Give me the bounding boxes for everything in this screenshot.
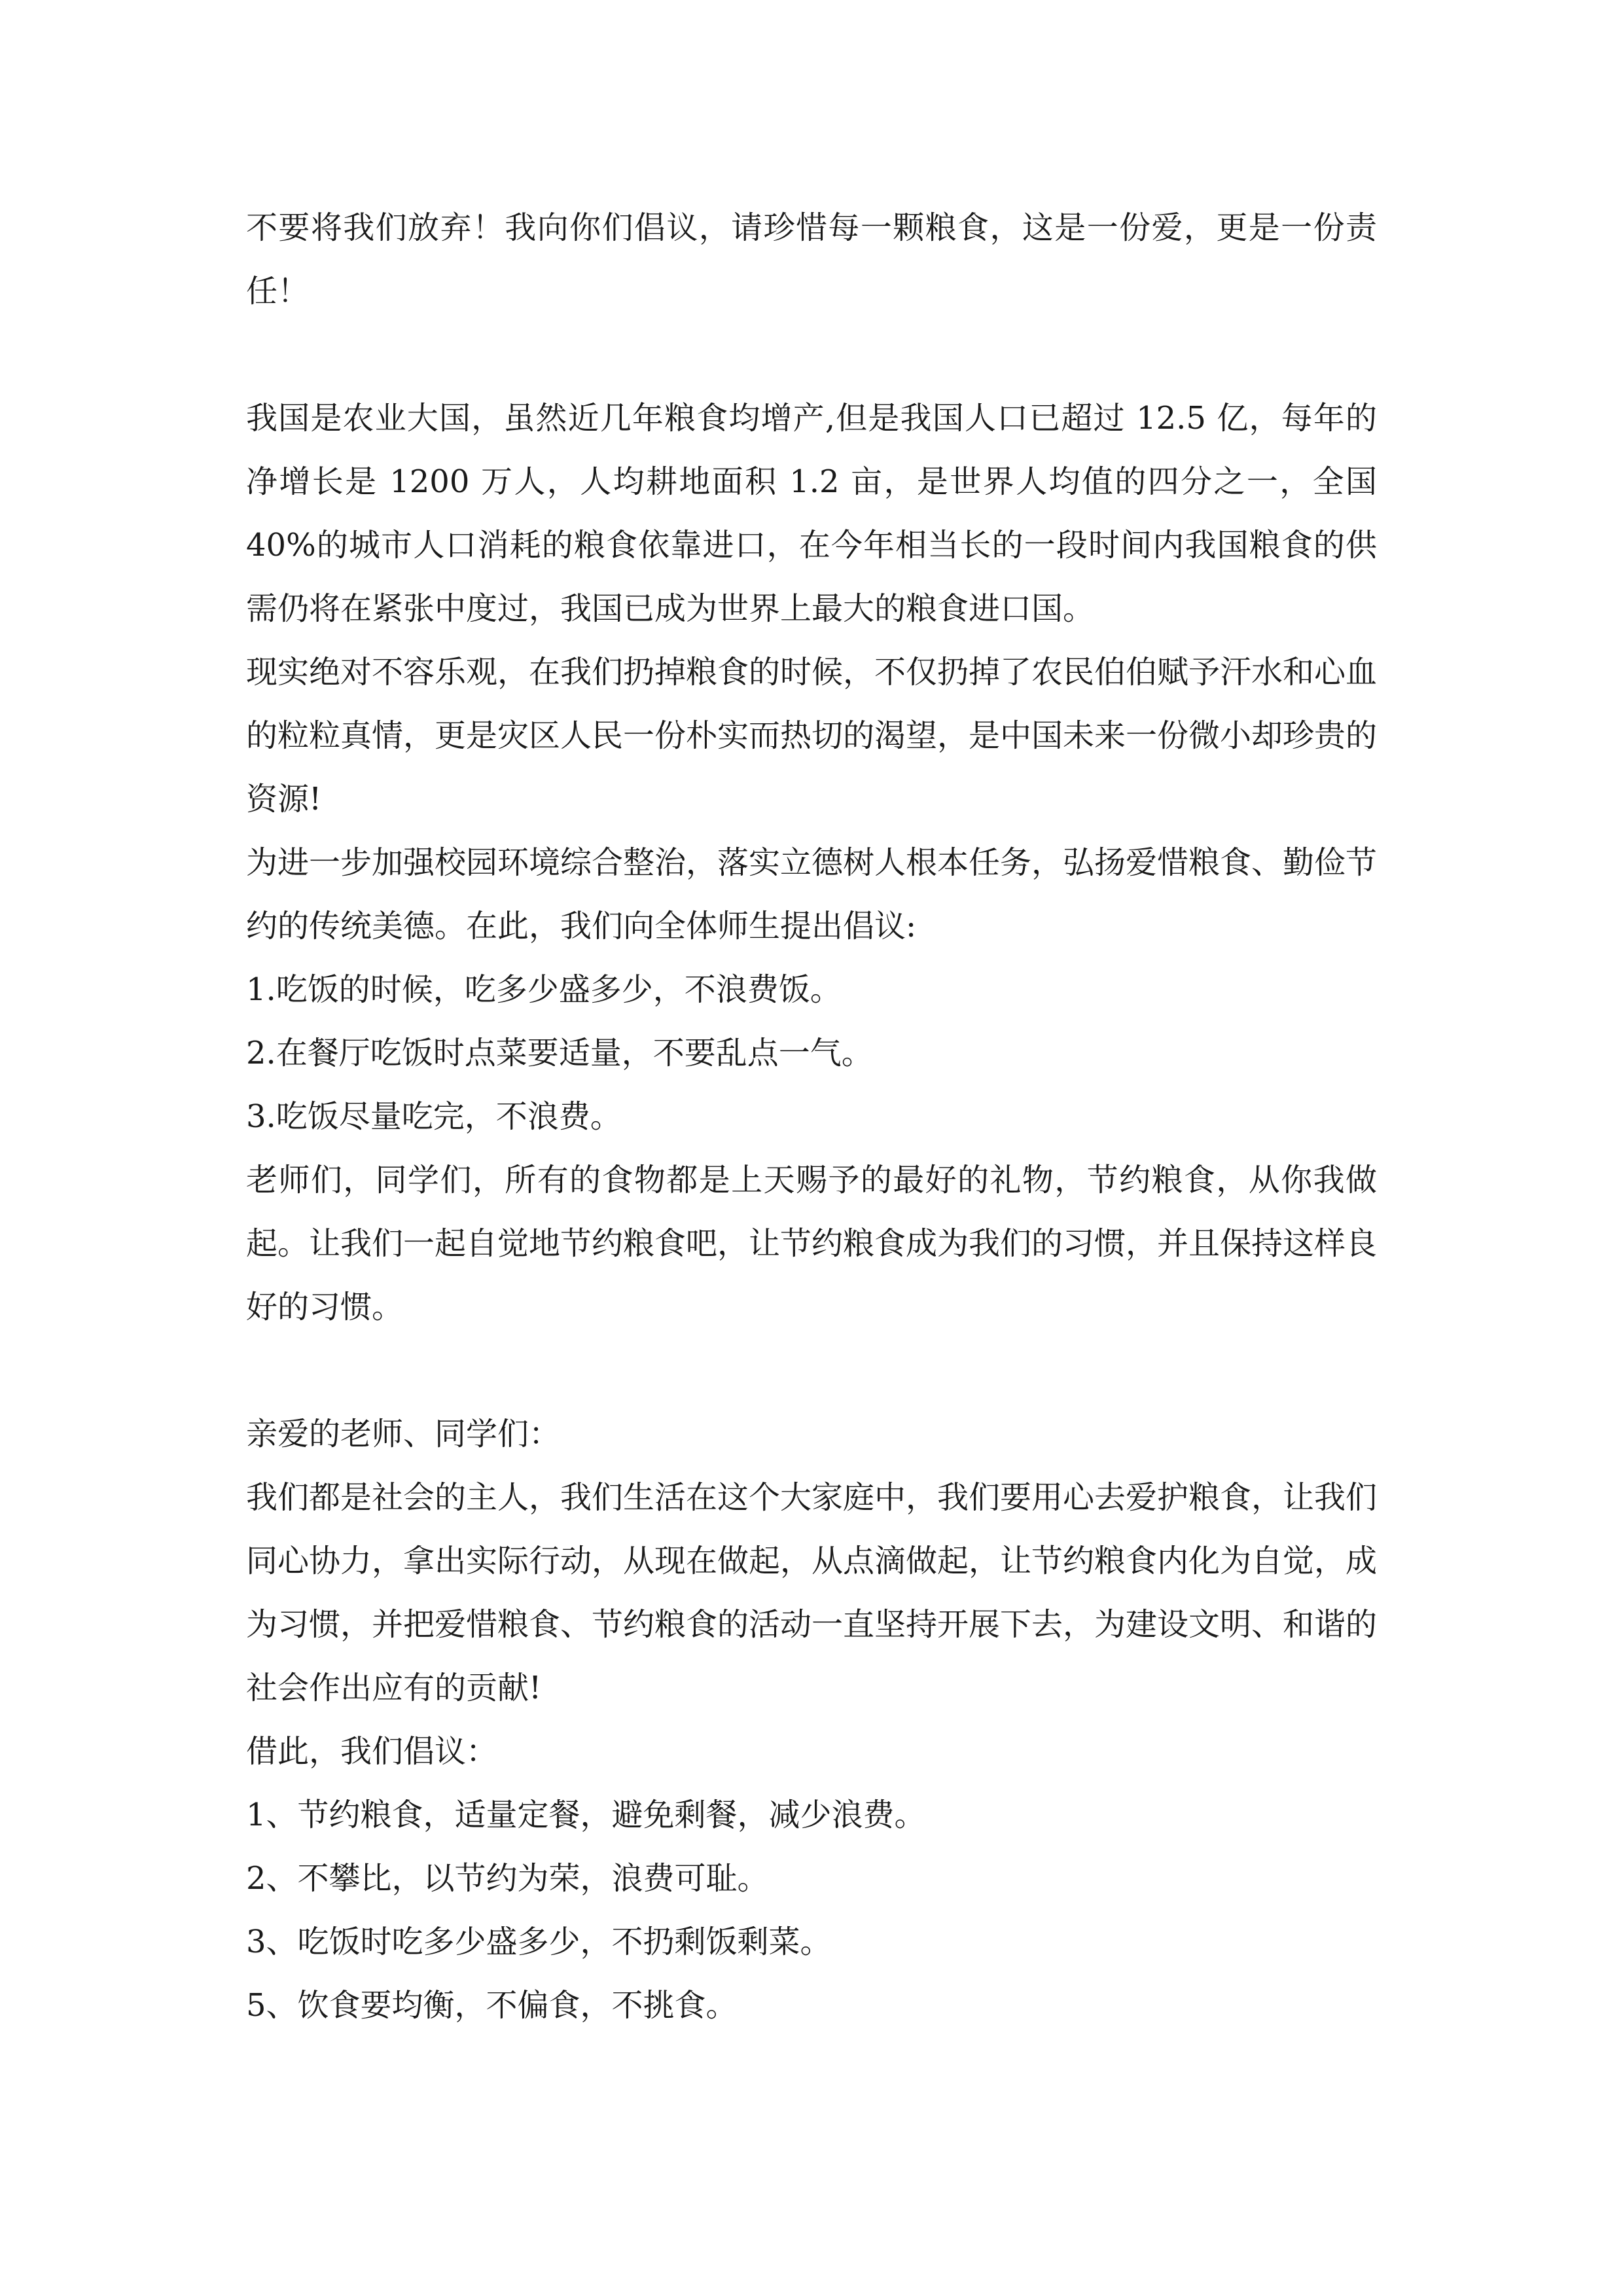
document-body (246, 196, 1377, 2037)
paragraph-national-grain-facts: 我国是农业大国，虽然近几年粮食均增产,但是我国人口已超过 12.5 亿，每年的净增长是 1200 万人，人均耕地面积 1.2 亩，是世界人均值的四分之一，全国 40%的城市人口消耗的粮食依靠进口，在今年相当长的一段时间内我国粮食的供需仍将在紧张中度过，我国已成为世界上最大的粮食进口国。 (246, 400, 1377, 627)
proposal-item-1: 1、节约粮食，适量定餐，避免剩餐，减少浪费。 (246, 1797, 926, 1833)
paragraph-proposal-lead: 借此，我们倡议： (246, 1733, 498, 1770)
proposal-item-5: 5、饮食要均衡，不偏食，不挑食。 (246, 1987, 738, 2024)
paragraph-reality: 现实绝对不容乐观，在我们扔掉粮食的时候，不仅扔掉了农民伯伯赋予汗水和心血的粒粒真情，更是灾区人民一份朴实而热切的渴望，是中国未来一份微小却珍贵的资源! (246, 654, 1378, 817)
proposal-item-3: 3、吃饭时吃多少盛多少，不扔剩饭剩菜。 (246, 1924, 832, 1960)
paragraph-campus-initiative: 为进一步加强校园环境综合整治，落实立德树人根本任务，弘扬爱惜粮食、勤俭节约的传统美德。在此，我们向全体师生提出倡议: (246, 844, 1378, 944)
paragraph-spacer (246, 1339, 1377, 1403)
paragraph-teachers-students: 老师们，同学们，所有的食物都是上天赐予的最好的礼物，节约粮食，从你我做起。让我们一起自觉地节约粮食吧，让节约粮食成为我们的习惯，并且保持这样良好的习惯。 (246, 1162, 1378, 1325)
paragraph-spacer (246, 323, 1377, 387)
salutation: 亲爱的老师、同学们： (246, 1416, 561, 1452)
list-item-2: 2.在餐厅吃饭时点菜要适量，不要乱点一气。 (246, 1035, 873, 1071)
paragraph-appeal-intro: 不要将我们放弃！我向你们倡议，请珍惜每一颗粮食，这是一份爱，更是一份责任！ (246, 209, 1377, 310)
proposal-item-2: 2、不攀比，以节约为荣，浪费可耻。 (246, 1860, 769, 1897)
list-item-1: 1.吃饭的时候，吃多少盛多少，不浪费饭。 (246, 971, 842, 1008)
paragraph-society-masters: 我们都是社会的主人，我们生活在这个大家庭中，我们要用心去爱护粮食，让我们同心协力，拿出实际行动，从现在做起，从点滴做起，让节约粮食内化为自觉，成为习惯，并把爱惜粮食、节约粮食的活动一直坚持开展下去，为建设文明、和谐的社会作出应有的贡献! (246, 1479, 1378, 1706)
list-item-3: 3.吃饭尽量吃完，不浪费。 (246, 1098, 622, 1135)
